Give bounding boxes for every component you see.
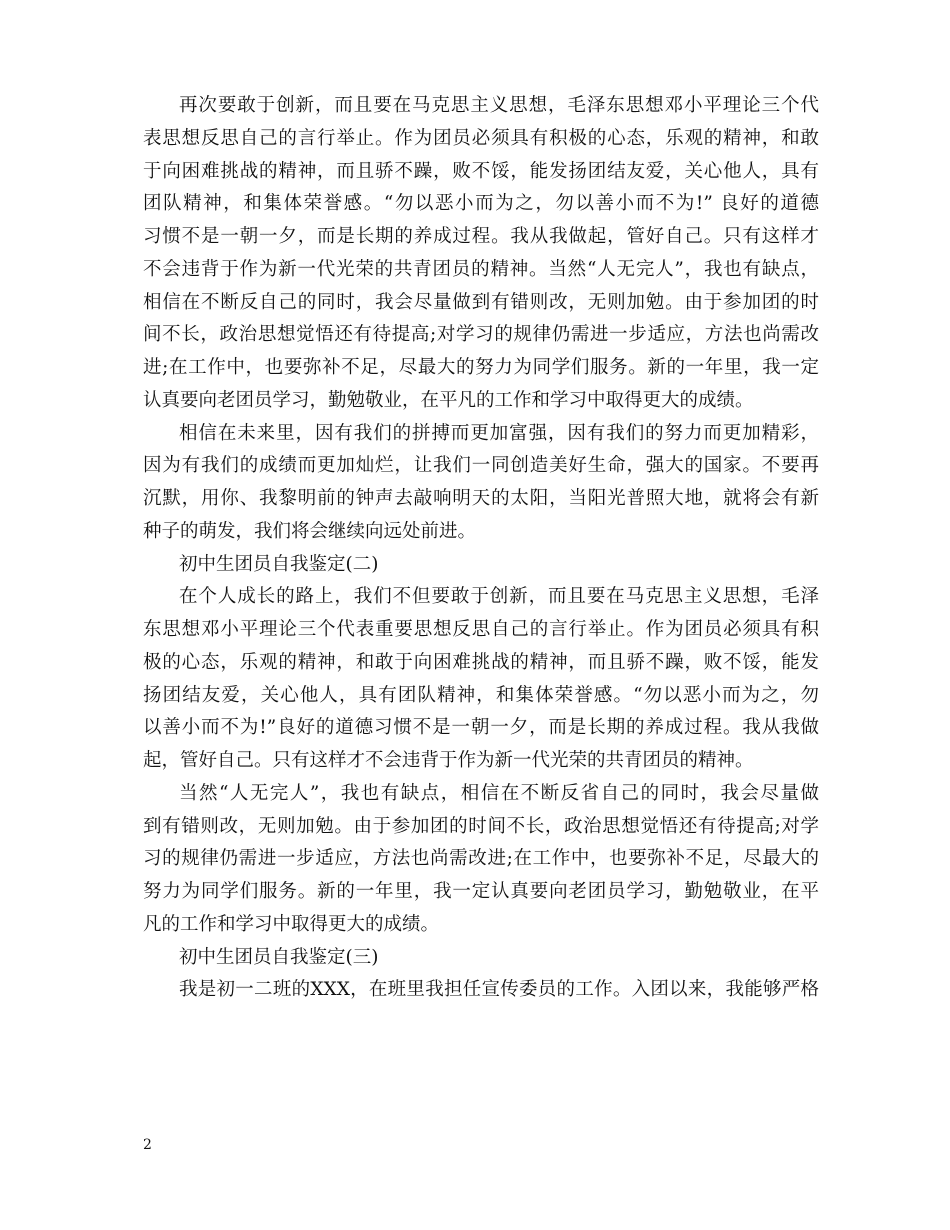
text-line-9: 进;在工作中，也要弥补不足，尽最大的努力为同学们服务。新的一年里，我一定 bbox=[143, 357, 819, 378]
text-line-3: 于向困难挑战的精神，而且骄不躁，败不馁，能发扬团结友爱，关心他人，具有 bbox=[143, 160, 819, 182]
text-line-23: 到有错则改，无则加勉。由于参加团的时间不长，政治思想觉悟还有待提高;对学 bbox=[143, 815, 819, 837]
text-line-28: 我是初一二班的XXX，在班里我担任宣传委员的工作。入团以来，我能够严格 bbox=[179, 979, 819, 1001]
text-line-8: 间不长，政治思想觉悟还有待提高;对学习的规律仍需进一步适应，方法也尚需改 bbox=[143, 324, 819, 346]
text-line-24: 习的规律仍需进一步适应，方法也尚需改进;在工作中，也要弥补不足，尽最大的 bbox=[143, 848, 819, 870]
page-number: 2 bbox=[143, 1137, 152, 1153]
text-line-16: 在个人成长的路上，我们不但要敢于创新，而且要在马克思主义思想，毛泽 bbox=[179, 586, 819, 608]
section-heading-2: 初中生团员自我鉴定(二) bbox=[179, 553, 379, 575]
text-line-7: 相信在不断反自己的同时，我会尽量做到有错则改，无则加勉。由于参加团的时 bbox=[143, 291, 819, 313]
text-line-1: 再次要敢于创新，而且要在马克思主义思想，毛泽东思想邓小平理论三个代 bbox=[179, 95, 819, 116]
text-line-5: 习惯不是一朝一夕，而是长期的养成过程。我从我做起，管好自己。只有这样才 bbox=[143, 226, 819, 247]
text-line-2: 表思想反思自己的言行举止。作为团员必须具有积极的心态，乐观的精神，和敢 bbox=[143, 127, 819, 149]
text-line-26: 凡的工作和学习中取得更大的成绩。 bbox=[143, 913, 440, 935]
text-line-4: 团队精神，和集体荣誉感。“勿以恶小而为之，勿以善小而不为!” 良好的道德 bbox=[143, 193, 819, 215]
document-body bbox=[143, 90, 819, 1007]
text-line-13: 沉默，用你、我黎明前的钟声去敲响明天的太阳，当阳光普照大地，就将会有新 bbox=[143, 488, 819, 509]
text-line-22: 当然“人无完人”，我也有缺点，相信在不断反省自己的同时，我会尽量做 bbox=[179, 782, 819, 804]
text-line-14: 种子的萌发，我们将会继续向远处前进。 bbox=[143, 520, 477, 542]
text-line-17: 东思想邓小平理论三个代表重要思想反思自己的言行举止。作为团员必须具有积 bbox=[143, 619, 819, 640]
text-line-21: 起，管好自己。只有这样才不会违背于作为新一代光荣的共青团员的精神。 bbox=[143, 750, 754, 771]
text-line-10: 认真要向老团员学习，勤勉敬业，在平凡的工作和学习中取得更大的成绩。 bbox=[143, 389, 754, 411]
text-line-25: 努力为同学们服务。新的一年里，我一定认真要向老团员学习，勤勉敬业，在平 bbox=[143, 881, 819, 902]
text-line-12: 因为有我们的成绩而更加灿烂，让我们一同创造美好生命，强大的国家。不要再 bbox=[143, 455, 819, 477]
section-heading-3: 初中生团员自我鉴定(三) bbox=[179, 946, 379, 968]
text-line-18: 极的心态，乐观的精神，和敢于向困难挑战的精神，而且骄不躁，败不馁，能发 bbox=[143, 651, 819, 673]
text-line-20: 以善小而不为!”良好的道德习惯不是一朝一夕，而是长期的养成过程。我从我做 bbox=[143, 717, 819, 739]
text-line-11: 相信在未来里，因有我们的拼搏而更加富强，因有我们的努力而更加精彩， bbox=[179, 422, 819, 444]
text-line-19: 扬团结友爱，关心他人，具有团队精神，和集体荣誉感。“勿以恶小而为之，勿 bbox=[143, 684, 819, 706]
text-line-6: 不会违背于作为新一代光荣的共青团员的精神。当然“人无完人”，我也有缺点， bbox=[143, 258, 819, 280]
